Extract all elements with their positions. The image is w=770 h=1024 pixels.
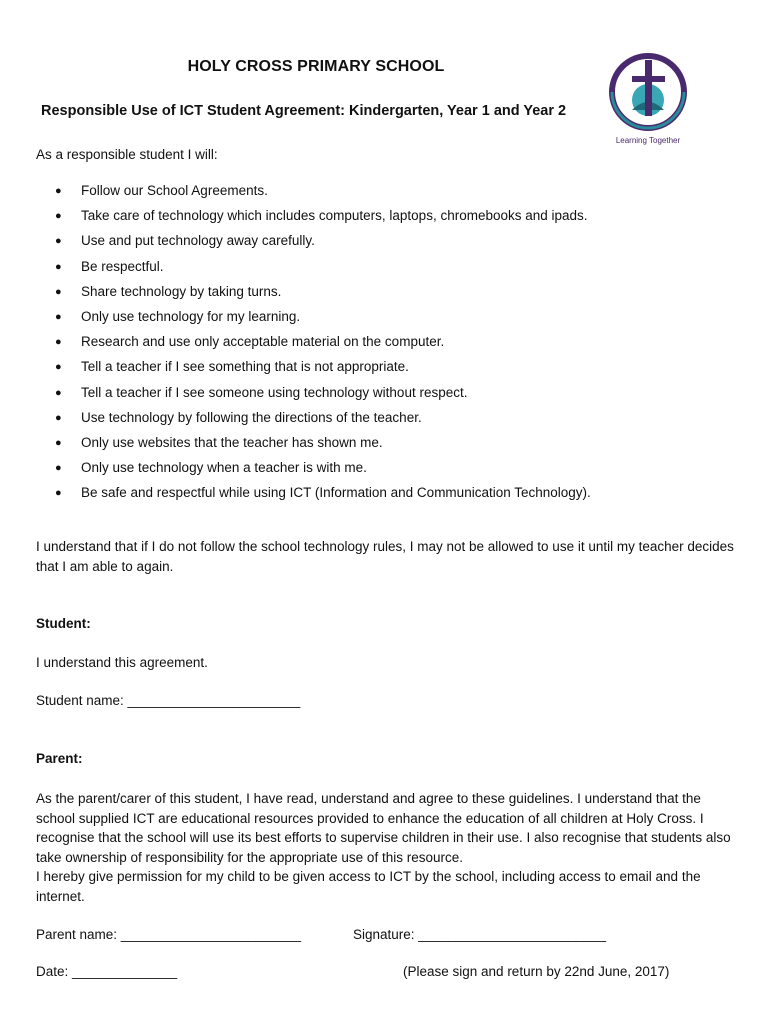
logo-motto: Learning Together	[615, 136, 681, 145]
list-item: ● Follow our School Agreements.	[55, 183, 268, 198]
student-name-field[interactable]: Student name: _______________________	[36, 693, 301, 708]
consequence-text: I understand that if I do not follow the school technology rules, I may not be allowed to use it until my teacher decides that I am able to again.	[36, 539, 734, 574]
list-item: ● Only use technology when a teacher is with me.	[55, 460, 367, 476]
intro-text: As a responsible student I will:	[36, 147, 218, 162]
list-item: ● Use and put technology away carefully.	[55, 233, 315, 249]
date-field[interactable]: Date: ______________	[36, 964, 178, 979]
student-statement: I understand this agreement.	[36, 655, 208, 670]
list-item: ● Only use technology for my learning.	[55, 308, 301, 324]
school-crest-icon	[608, 50, 700, 146]
list-item: ● Take care of technology which includes computers, laptops, chromebooks and ipads.	[55, 208, 588, 224]
list-item: ● Tell a teacher if I see something that is not appropriate.	[55, 359, 409, 375]
list-item: ● Tell a teacher if I see someone using technology without respect.	[55, 384, 468, 400]
list-item: ● Use technology by following the directions of the teacher.	[55, 409, 422, 425]
list-item: ● Only use websites that the teacher has shown me.	[55, 434, 383, 450]
parent-statement: As the parent/carer of this student, I have read, understand and agree to these guidelines. I understand that the school supplied ICT are educational resources provided to enhance the education of all children at Holy Cross. I recognise that the school will use its best efforts to supervise children in their use. I also recognise that students also take ownership of responsibility for the appropriate use of this resource.	[36, 791, 731, 865]
rules-list	[36, 182, 591, 509]
parent-permission: I hereby give permission for my child to be given access to ICT by the school, including access to email and the internet.	[36, 869, 701, 904]
parent-name-field[interactable]: Parent name: ________________________	[36, 927, 301, 942]
school-name: HOLY CROSS PRIMARY SCHOOL	[187, 58, 445, 75]
list-item: ● Research and use only acceptable material on the computer.	[55, 334, 445, 350]
agreement-title: Responsible Use of ICT Student Agreement: Kindergarten, Year 1 and Year 2	[41, 103, 567, 119]
list-item: ● Share technology by taking turns.	[55, 283, 282, 299]
return-note: (Please sign and return by 22nd June, 2017)	[403, 964, 670, 979]
school-logo	[608, 50, 700, 146]
list-item: ● Be safe and respectful while using ICT (Information and Communication Technology).	[55, 485, 591, 501]
student-heading: Student:	[36, 616, 91, 631]
signature-field[interactable]: Signature: _________________________	[353, 927, 606, 942]
parent-heading: Parent:	[36, 751, 83, 766]
list-item: ● Be respectful.	[55, 258, 164, 274]
